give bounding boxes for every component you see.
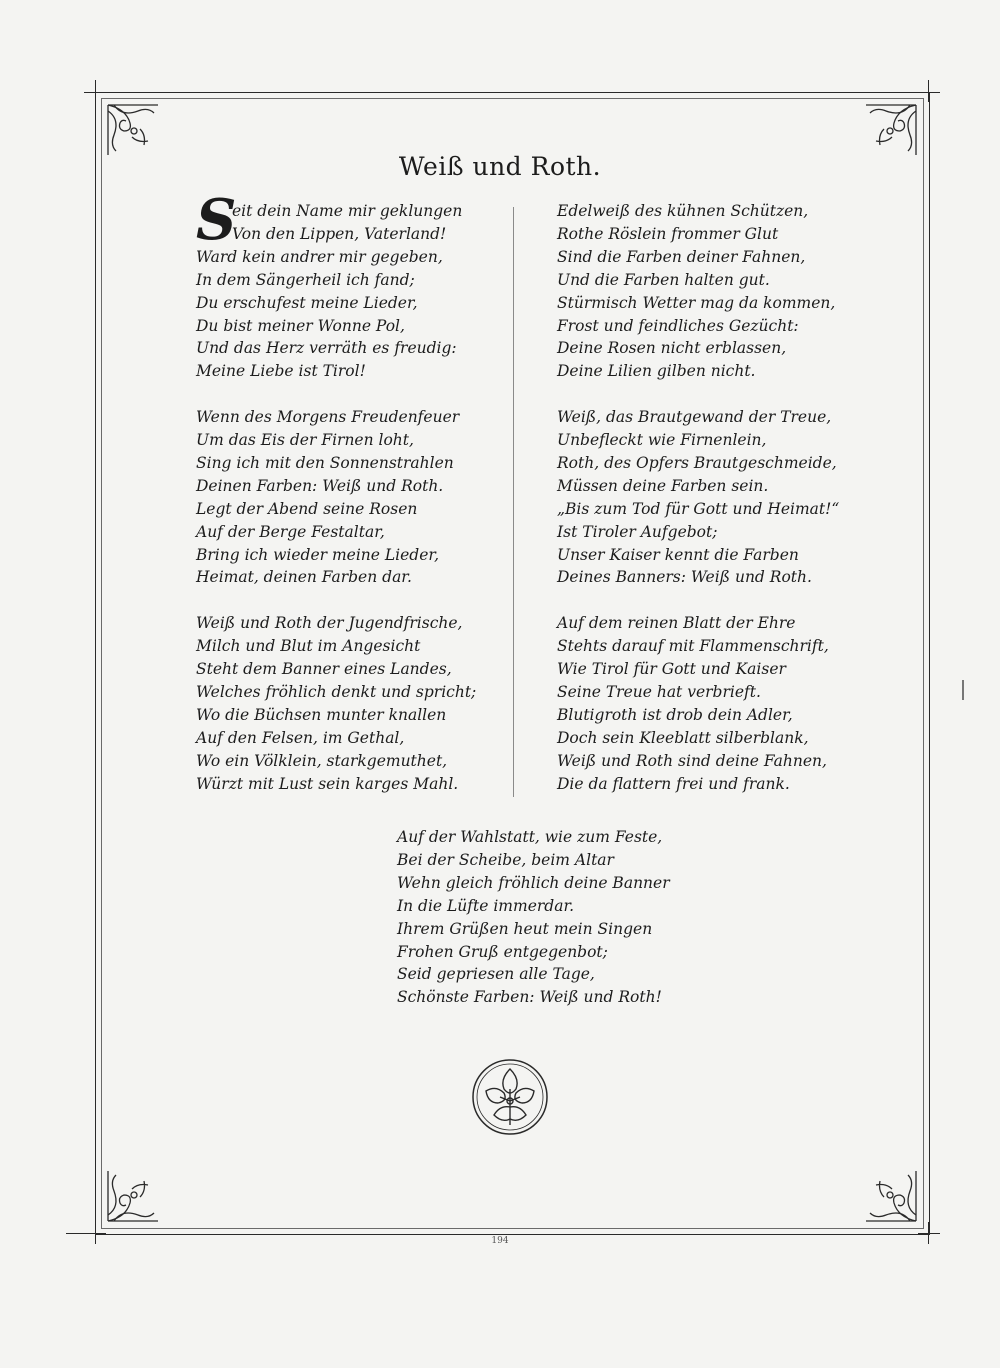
corner-scroll-icon — [862, 1167, 920, 1225]
verse-line: Ist Tiroler Aufgebot; — [557, 522, 718, 541]
corner-scroll-icon — [862, 101, 920, 159]
column-divider — [513, 207, 514, 797]
margin-mark — [962, 680, 964, 700]
verse-line: Wehn gleich fröhlich deine Banner — [397, 873, 670, 892]
verse-line: Deine Lilien gilben nicht. — [557, 362, 756, 381]
verse-line: Auf der Berge Festaltar, — [196, 522, 385, 541]
verse-line: Um das Eis der Firnen loht, — [196, 431, 414, 450]
verse-line: Unser Kaiser kennt die Farben — [557, 545, 799, 564]
verse-line: Ward kein andrer mir gegeben, — [196, 247, 443, 266]
verse-line: Blutigroth ist drob dein Adler, — [557, 705, 793, 724]
verse-line: „Bis zum Tod für Gott und Heimat!“ — [557, 499, 840, 518]
poem-right-column — [557, 200, 857, 818]
verse-line: Deines Banners: Weiß und Roth. — [557, 568, 812, 587]
verse-line: Von den Lippen, Vaterland! — [232, 224, 447, 243]
page-title: Weiß und Roth. — [398, 152, 602, 181]
verse-line: Seid gepriesen alle Tage, — [397, 965, 595, 984]
verse-line: Sind die Farben deiner Fahnen, — [557, 247, 806, 266]
verse-line: Und die Farben halten gut. — [557, 270, 770, 289]
poem-left-column — [196, 187, 486, 818]
verse-line: Stürmisch Wetter mag da kommen, — [557, 293, 836, 312]
verse-line: Milch und Blut im Angesicht — [196, 637, 421, 656]
verse-line: Bei der Scheibe, beim Altar — [397, 850, 614, 869]
verse-line: Auf dem reinen Blatt der Ehre — [557, 614, 796, 633]
verse-line: Unbefleckt wie Firnenlein, — [557, 431, 767, 450]
verse-line: Wenn des Morgens Freudenfeuer — [196, 408, 460, 427]
stanza — [196, 187, 486, 383]
verse-line: Wo die Büchsen munter knallen — [196, 705, 447, 724]
verse-line: Du bist meiner Wonne Pol, — [196, 316, 405, 335]
verse-line: Weiß und Roth der Jugendfrische, — [196, 614, 463, 633]
verse-line: Doch sein Kleeblatt silberblank, — [557, 728, 809, 747]
verse-line: Würzt mit Lust sein karges Mahl. — [196, 774, 459, 793]
corner-scroll-icon — [104, 101, 162, 159]
verse-line: Müssen deine Farben sein. — [557, 476, 769, 495]
stanza — [196, 612, 486, 795]
verse-line: Wie Tirol für Gott und Kaiser — [557, 660, 786, 679]
stanza — [557, 406, 857, 589]
verse-line: Bring ich wieder meine Lieder, — [196, 545, 440, 564]
verse-line: Wo ein Völklein, starkgemuthet, — [196, 751, 448, 770]
verse-line: Sing ich mit den Sonnenstrahlen — [196, 453, 454, 472]
border-tick — [66, 1233, 106, 1234]
leaf-medallion-icon — [470, 1057, 550, 1137]
border-tick — [918, 1233, 940, 1234]
stanza — [557, 612, 857, 795]
verse-line: Deinen Farben: Weiß und Roth. — [196, 476, 444, 495]
verse-line: Schönste Farben: Weiß und Roth! — [397, 988, 662, 1007]
verse-line: eit dein Name mir geklungen — [232, 202, 463, 220]
stanza — [557, 200, 857, 383]
verse-line: Auf der Wahlstatt, wie zum Feste, — [397, 828, 663, 846]
verse-line: Heimat, deinen Farben dar. — [196, 568, 412, 587]
verse-line: Edelweiß des kühnen Schützen, — [557, 202, 809, 220]
verse-line: Legt der Abend seine Rosen — [196, 499, 418, 518]
corner-scroll-icon — [104, 1167, 162, 1225]
verse-line: Auf den Felsen, im Gethal, — [196, 728, 405, 747]
verse-line: Frost und feindliches Gezücht: — [557, 316, 799, 335]
verse-line: In dem Sängerheil ich fand; — [196, 270, 415, 289]
verse-line: Seine Treue hat verbrieft. — [557, 683, 761, 701]
verse-line: Weiß, das Brautgewand der Treue, — [557, 408, 832, 427]
verse-line: In die Lüfte immerdar. — [397, 896, 575, 915]
border-tick — [928, 80, 929, 102]
verse-line: Die da flattern frei und frank. — [557, 774, 790, 793]
border-tick — [918, 92, 940, 93]
verse-line: Weiß und Roth sind deine Fahnen, — [557, 751, 827, 770]
verse-line: Roth, des Opfers Brautgeschmeide, — [557, 453, 837, 472]
dropcap: S — [196, 187, 237, 253]
page-number: 194 — [491, 1236, 509, 1246]
poem-final-stanza — [397, 826, 697, 1009]
stanza — [196, 406, 486, 589]
border-tick — [95, 80, 96, 102]
verse-line: Rothe Röslein frommer Glut — [557, 224, 779, 243]
verse-line: Steht dem Banner eines Landes, — [196, 660, 452, 679]
verse-line: Frohen Gruß entgegenbot; — [397, 942, 608, 961]
verse-line: Welches fröhlich denkt und spricht; — [196, 683, 477, 701]
verse-line: Stehts darauf mit Flammenschrift, — [557, 637, 829, 656]
verse-line: Du erschufest meine Lieder, — [196, 293, 418, 312]
verse-line: Ihrem Grüßen heut mein Singen — [397, 919, 653, 938]
verse-line: Und das Herz verräth es freudig: — [196, 339, 457, 358]
verse-line: Meine Liebe ist Tirol! — [196, 362, 366, 381]
verse-line: Deine Rosen nicht erblassen, — [557, 339, 787, 358]
